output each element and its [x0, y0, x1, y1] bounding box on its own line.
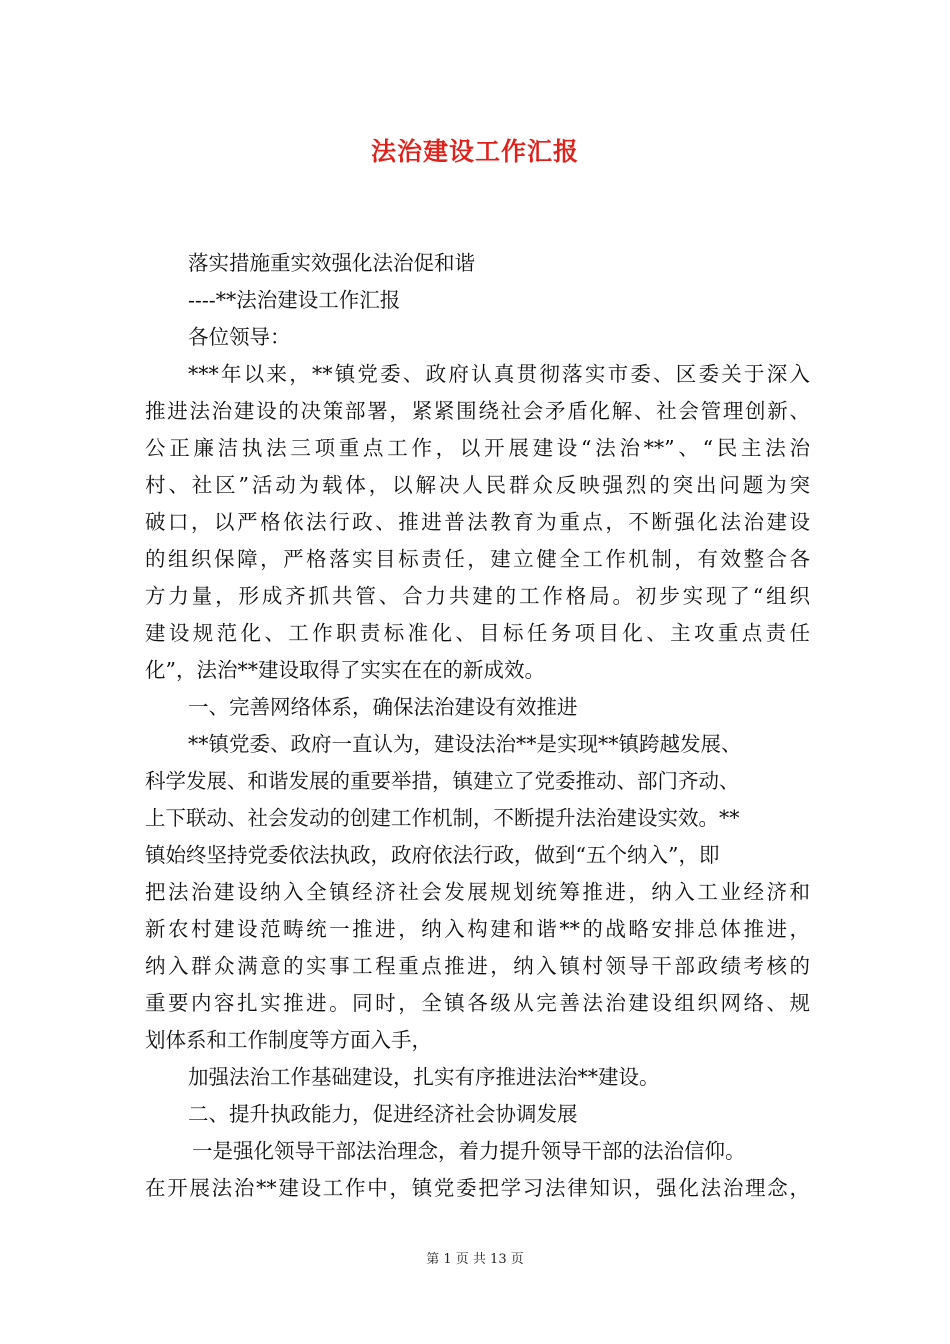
body-line: 落实措施重实效强化法治促和谐 [188, 251, 475, 275]
body-line: **镇党委、政府一直认为，建设法治**是实现**镇跨越发展、 [188, 732, 742, 756]
body-line: 化”，法治**建设取得了实实在在的新成效。 [145, 658, 545, 682]
body-line: 村、社区”活动为载体，以解决人民群众反映强烈的突出问题为突 [145, 473, 810, 497]
body-line: ----**法治建设工作汇报 [188, 288, 401, 312]
body-line: ***年以来，**镇党委、政府认真贯彻落实市委、区委关于深入 [188, 362, 810, 386]
body-line: 镇始终坚持党委依法执政，政府依法行政，做到“五个纳入”，即 [145, 843, 720, 867]
body-line: 纳入群众满意的实事工程重点推进，纳入镇村领导干部政绩考核的 [145, 954, 810, 978]
body-line: 建设规范化、工作职责标准化、目标任务项目化、主攻重点责任 [145, 621, 810, 645]
section-heading: 二、提升执政能力，促进经济社会协调发展 [188, 1102, 578, 1126]
body-line: 划体系和工作制度等方面入手， [145, 1028, 432, 1052]
body-line: 各位领导： [188, 325, 291, 349]
body-line: 方力量，形成齐抓共管、合力共建的工作格局。初步实现了“组织 [145, 584, 810, 608]
body-line: 推进法治建设的决策部署，紧紧围绕社会矛盾化解、社会管理创新、 [145, 399, 810, 423]
body-line: 科学发展、和谐发展的重要举措，镇建立了党委推动、部门齐动、 [145, 769, 740, 793]
body-line: 重要内容扎实推进。同时，全镇各级从完善法治建设组织网络、规 [145, 991, 810, 1015]
body-line: 一是强化领导干部法治理念，着力提升领导干部的法治信仰。 [192, 1139, 746, 1163]
section-heading: 一、完善网络体系，确保法治建设有效推进 [188, 695, 578, 719]
body-line: 上下联动、社会发动的创建工作机制，不断提升法治建设实效。** [145, 806, 740, 830]
body-line: 加强法治工作基础建设，扎实有序推进法治**建设。 [188, 1065, 660, 1089]
body-line: 新农村建设范畴统一推进，纳入构建和谐**的战略安排总体推进， [145, 917, 810, 941]
body-line: 公正廉洁执法三项重点工作，以开展建设“法治**”、“民主法治 [145, 436, 810, 460]
body-line: 把法治建设纳入全镇经济社会发展规划统筹推进，纳入工业经济和 [145, 880, 810, 904]
document-body [145, 245, 810, 1207]
document-title: 法治建设工作汇报 [370, 137, 579, 166]
page-number-footer: 第 1 页 共 13 页 [426, 1252, 524, 1267]
body-line: 破口，以严格依法行政、推进普法教育为重点，不断强化法治建设 [145, 510, 810, 534]
body-line: 的组织保障，严格落实目标责任，建立健全工作机制，有效整合各 [145, 547, 810, 571]
body-line: 在开展法治**建设工作中，镇党委把学习法律知识，强化法治理念， [145, 1176, 810, 1200]
